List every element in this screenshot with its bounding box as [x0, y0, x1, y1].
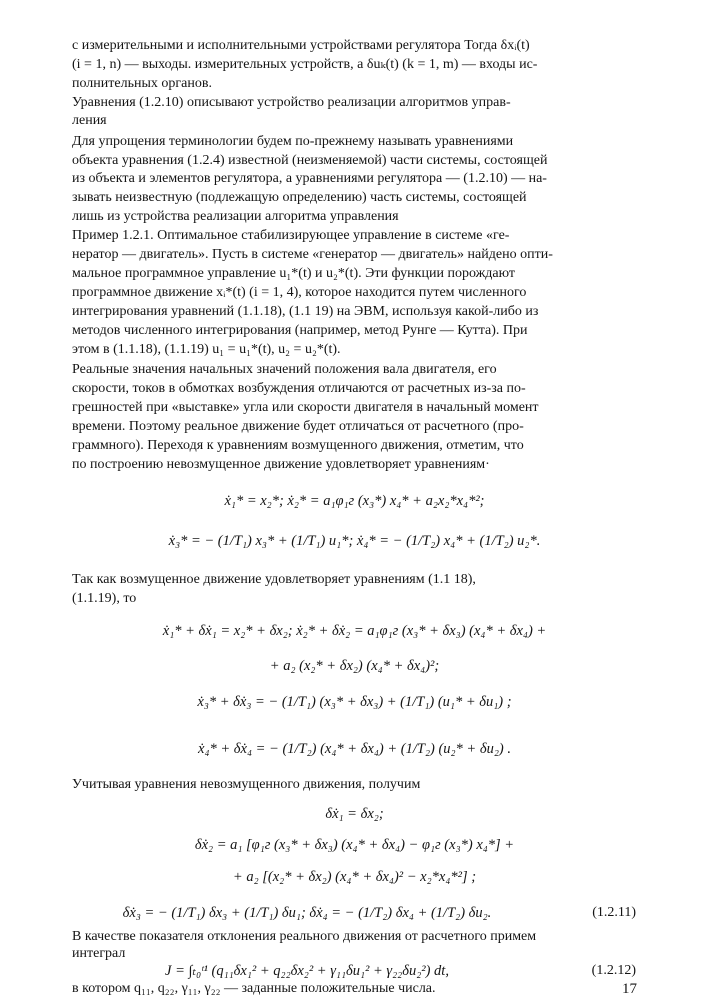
equation: J = ∫ₜ₀ᵗ¹ (q₁₁δx₁² + q₂₂δx₂² + γ₁₁δu₁² + γ₂₂δu₂²) dt, — [165, 963, 449, 979]
text-line: Уравнения (1.2.10) описывают устройство реализации алгоритмов управ- — [72, 95, 511, 110]
equation: δẋ₂ = a₁ [φ₁г (x₃* + δx₃) (x₄* + δx₄) − φ₁г (x₃*) x₄*] + — [194, 837, 515, 853]
text-line: этом в (1.1.18), (1.1.19) u₁ = u₁*(t), u₂ = u₂*(t). — [72, 342, 341, 357]
text-line: Так как возмущенное движение удовлетворяет уравнениям (1.1 18), — [72, 572, 476, 587]
text-line: лишь из устройства реализации алгоритма управления — [72, 209, 399, 224]
equation: δẋ₃ = − (1/T₁) δx₃ + (1/T₁) δu₁; δẋ₄ = − (1/T₂) δx₄ + (1/T₂) δu₂. — [122, 905, 492, 921]
text-line: Для упрощения терминологии будем по-прежнему называть уравнениями — [72, 134, 514, 149]
equation: ẋ₃* + δẋ₃ = − (1/T₁) (x₃* + δx₃) + (1/T₁) (u₁* + δu₁) ; — [197, 694, 512, 710]
equation: δẋ₁ = δx₂; — [325, 806, 384, 822]
text-line: из объекта и элементов регулятора, а уравнениями регулятора — (1.2.10) — на- — [72, 171, 547, 186]
equation: ẋ₄* + δẋ₄ = − (1/T₂) (x₄* + δx₄) + (1/T₂) (u₂* + δu₂) . — [198, 741, 511, 757]
text-line: грешностей при «выставке» угла или скорости двигателя в начальный момент — [72, 400, 539, 415]
text-line: мальное программное управление u₁*(t) и u₂*(t). Эти функции порождают — [72, 266, 515, 281]
text-line: (1.1.19), то — [72, 591, 137, 606]
equation: ẋ₁* = x₂*; ẋ₂* = a₁φ₁г (x₃*) x₄* + a₂x₂*x₄*²; — [224, 493, 485, 509]
equation: ẋ₃* = − (1/T₁) x₃* + (1/T₁) u₁*; ẋ₄* = − (1/T₂) x₄* + (1/T₂) u₂*. — [168, 533, 541, 549]
text-line: ления — [72, 113, 107, 128]
text-line: полнительных органов. — [72, 76, 212, 91]
text-line: программное движение xᵢ*(t) (i = 1, 4), которое находится путем численного — [72, 285, 527, 300]
text-line: интегрирования уравнений (1.1.18), (1.1 19) на ЭВМ, используя какой-либо из — [72, 304, 539, 319]
text-line: интеграл — [72, 946, 126, 961]
equation-number: (1.2.11) — [592, 905, 636, 920]
text-line: с измерительными и исполнительными устройствами регулятора Тогда δxᵢ(t) — [72, 38, 530, 53]
text-line: Учитывая уравнения невозмущенного движения, получим — [72, 777, 421, 792]
page-number: 17 — [622, 981, 637, 997]
text-line: зывать неизвестную (подлежащую определению) часть системы, состоящей — [72, 190, 527, 205]
text-line: объекта уравнения (1.2.4) известной (неизменяемой) части системы, состоящей — [72, 153, 548, 168]
equation: + a₂ [(x₂* + δx₂) (x₄* + δx₄)² − x₂*x₄*²] ; — [232, 869, 477, 885]
text-line: Пример 1.2.1. Оптимальное стабилизирующее управление в системе «ге- — [72, 228, 510, 243]
text-line: времени. Поэтому реальное движение будет отличаться от расчетного (про- — [72, 419, 524, 434]
text-line: в котором q₁₁, q₂₂, γ₁₁, γ₂₂ — заданные положительные числа. — [72, 981, 436, 996]
text-line: Реальные значения начальных значений положения вала двигателя, его — [72, 362, 497, 377]
text-line: (i = 1, n) — выходы. измерительных устройств, а δuₖ(t) (k = 1, m) — входы ис- — [72, 57, 538, 72]
text-line: методов численного интегрирования (например, метод Рунге — Кутта). При — [72, 323, 528, 338]
text-line: граммного). Переходя к уравнениям возмущенного движения, отметим, что — [72, 438, 524, 453]
text-line: скорости, токов в обмотках возбуждения отличаются от расчетных из-за по- — [72, 381, 526, 396]
text-line: нератор — двигатель». Пусть в системе «генератор — двигатель» найдено опти- — [72, 247, 553, 262]
equation: ẋ₁* + δẋ₁ = x₂* + δx₂; ẋ₂* + δẋ₂ = a₁φ₁г (x₃* + δx₃) (x₄* + δx₄) + — [162, 623, 547, 639]
equation-number: (1.2.12) — [591, 963, 636, 978]
text-line: В качестве показателя отклонения реального движения от расчетного примем — [72, 929, 537, 944]
text-line: по построению невозмущенное движение удовлетворяет уравнениям· — [72, 457, 490, 472]
equation: + a₂ (x₂* + δx₂) (x₄* + δx₄)²; — [269, 658, 440, 674]
